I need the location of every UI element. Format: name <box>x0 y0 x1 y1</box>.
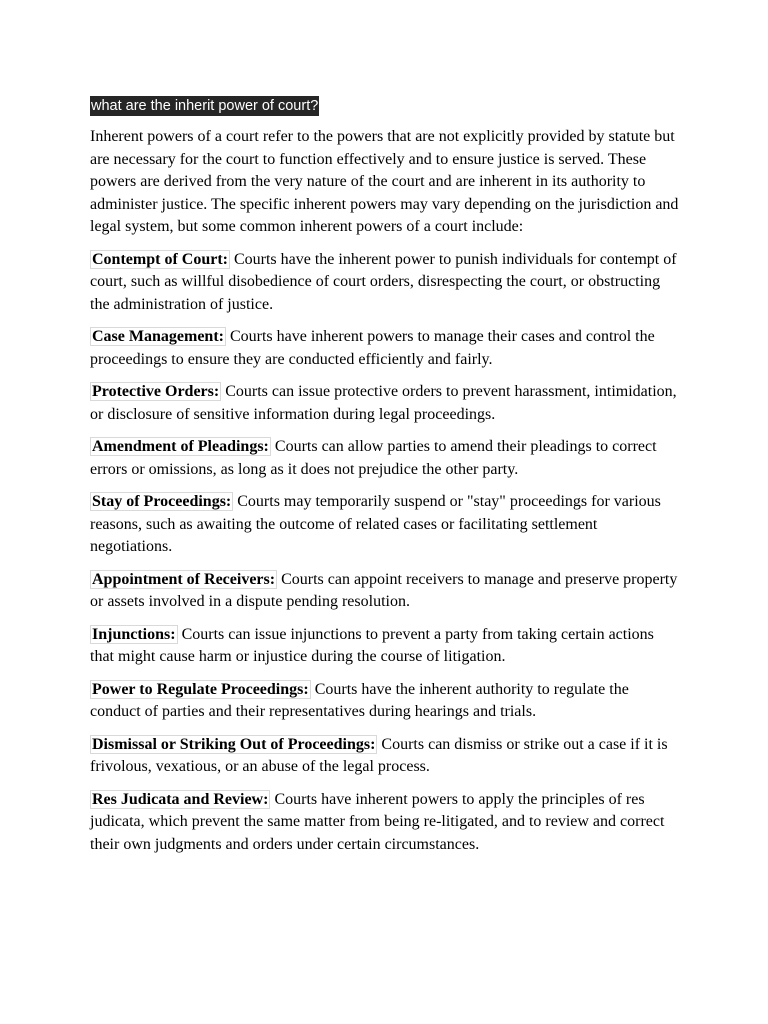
power-term: Contempt of Court: <box>92 250 228 268</box>
power-description: Courts can appoint receivers to manage and preserve property or assets involved in a dispute pending resolution. <box>90 570 678 610</box>
power-term: Injunctions: <box>92 625 176 643</box>
intro-paragraph: Inherent powers of a court refer to the powers that are not explicitly provided by statute but are necessary for the court to function effectively and to ensure justice is served. These powers are derived from the very nature of the court and are inherent in its authority to administer justice. The specific inherent powers may vary depending on the jurisdiction and legal system, but some common inherent powers of a court include: <box>90 128 679 235</box>
question-line <box>90 95 680 117</box>
power-term: Stay of Proceedings: <box>92 493 232 510</box>
power-item-contempt <box>90 249 680 317</box>
question-heading: what are the inherit power of court? <box>91 98 319 114</box>
power-item-res-judicata <box>90 789 680 857</box>
power-description: Courts can issue injunctions to prevent a party from taking certain actions that might cause harm or injustice during the course of litigation. <box>90 625 654 665</box>
power-description: Courts have the inherent power to punish individuals for contempt of court, such as willful disobedience of court orders, disrespecting the court, or obstructing the administration of justice. <box>90 250 677 313</box>
power-item-dismissal <box>90 734 680 779</box>
power-term: Appointment of Receivers: <box>92 570 276 588</box>
power-description: Courts may temporarily suspend or "stay" proceedings for various reasons, such as awaiting the outcome of related cases or facilitating settlement negotiations. <box>90 493 661 555</box>
power-item-regulate <box>90 679 680 724</box>
power-description: Courts have inherent powers to manage their cases and control the proceedings to ensure they are conducted efficiently and fairly. <box>90 328 655 368</box>
power-item-injunctions <box>90 624 680 669</box>
power-term: Res Judicata and Review: <box>92 790 269 808</box>
power-term: Case Management: <box>92 328 224 345</box>
power-item-receivers <box>90 569 680 614</box>
power-item-protective-orders <box>90 381 680 426</box>
power-item-stay <box>90 491 680 559</box>
document-page <box>90 95 680 866</box>
power-item-amendment <box>90 436 680 481</box>
power-item-case-management <box>90 326 680 371</box>
power-description: Courts have the inherent authority to regulate the conduct of parties and their representatives during hearings and trials. <box>90 680 629 720</box>
power-description: Courts can allow parties to amend their pleadings to correct errors or omissions, as long as it does not prejudice the other party. <box>90 438 657 478</box>
power-description: Courts have inherent powers to apply the principles of res judicata, which prevent the same matter from being re-litigated, and to review and correct their own judgments and orders under certain circumstances. <box>90 790 665 853</box>
power-description: Courts can issue protective orders to prevent harassment, intimidation, or disclosure of sensitive information during legal proceedings. <box>90 383 677 423</box>
power-term: Power to Regulate Proceedings: <box>92 680 309 698</box>
power-term: Amendment of Pleadings: <box>92 438 269 455</box>
power-term: Dismissal or Striking Out of Proceedings: <box>92 735 376 753</box>
power-description: Courts can dismiss or strike out a case if it is frivolous, vexatious, or an abuse of the legal process. <box>90 735 668 775</box>
power-term: Protective Orders: <box>92 383 220 400</box>
